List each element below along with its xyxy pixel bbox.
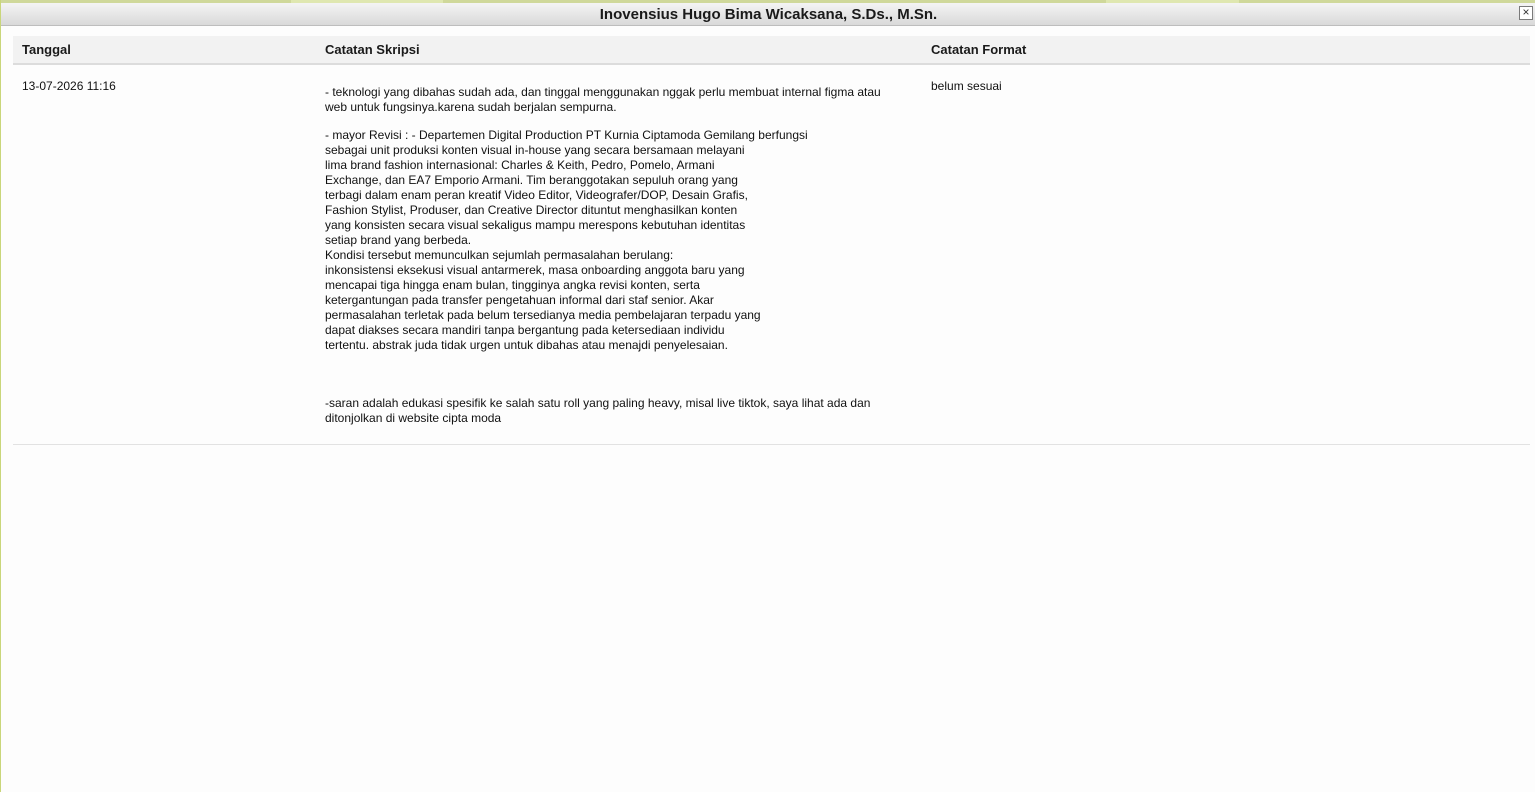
notes-table <box>13 36 1530 445</box>
table-header-row <box>13 36 1530 64</box>
catatan-skripsi-paragraph: -saran adalah edukasi spesifik ke salah satu roll yang paling heavy, misal live tiktok, saya lihat ada dan ditonjolkan di website cipta moda <box>325 396 871 425</box>
dialog-title: Inovensius Hugo Bima Wicaksana, S.Ds., M.Sn. <box>599 6 938 23</box>
cell-catatan-format: belum sesuai <box>922 64 1530 445</box>
catatan-skripsi-paragraph: - mayor Revisi : - Departemen Digital Production PT Kurnia Ciptamoda Gemilang berfungsi sebagai unit produksi konten visual in-house yang secara bersamaan melayani lima brand fashion internasional: Charles & Keith, Pedro, Pomelo, Armani Exchange, dan EA7 Emporio Armani. Tim beranggotakan sepuluh orang yang terbagi dalam enam peran kreatif Video Editor, Videografer/DOP, Desain Grafis, Fashion Stylist, Produser, dan Creative Director dituntut menghasilkan konten yang konsisten secara visual sekaligus mampu merespons kebutuhan identitas setiap brand yang berbeda. Kondisi tersebut memunculkan sejumlah permasalahan berulang: inkonsistensi eksekusi visual antarmerek, masa onboarding anggota baru yang mencapai tiga hingga enam bulan, tingginya angka revisi konten, serta ketergantungan pada transfer pengetahuan informal dari staf senior. Akar permasalahan terletak pada belum tersedianya media pembelajaran terpadu yang dapat diakses secara mandiri tanpa bergantung pada ketersediaan individu tertentu. abstrak juda tidak urgen untuk dibahas atau menajdi penyelesaian. <box>325 128 808 352</box>
notes-table-container <box>13 36 1530 445</box>
close-icon[interactable]: × <box>1519 6 1533 20</box>
column-header-tanggal: Tanggal <box>13 36 316 64</box>
table-row <box>13 64 1530 445</box>
catatan-skripsi-paragraph: - teknologi yang dibahas sudah ada, dan tinggal menggunakan nggak perlu membuat internal figma atau web untuk fungsinya.karena sudah berjalan sempurna. <box>325 85 881 114</box>
paragraph-spacer <box>325 366 905 396</box>
cell-catatan-skripsi <box>316 64 922 445</box>
catatan-skripsi-text <box>325 79 905 426</box>
column-header-catatan-skripsi: Catatan Skripsi <box>316 36 922 64</box>
cell-tanggal: 13-07-2026 11:16 <box>13 64 316 445</box>
column-header-catatan-format: Catatan Format <box>922 36 1530 64</box>
dialog-titlebar[interactable] <box>1 3 1535 26</box>
